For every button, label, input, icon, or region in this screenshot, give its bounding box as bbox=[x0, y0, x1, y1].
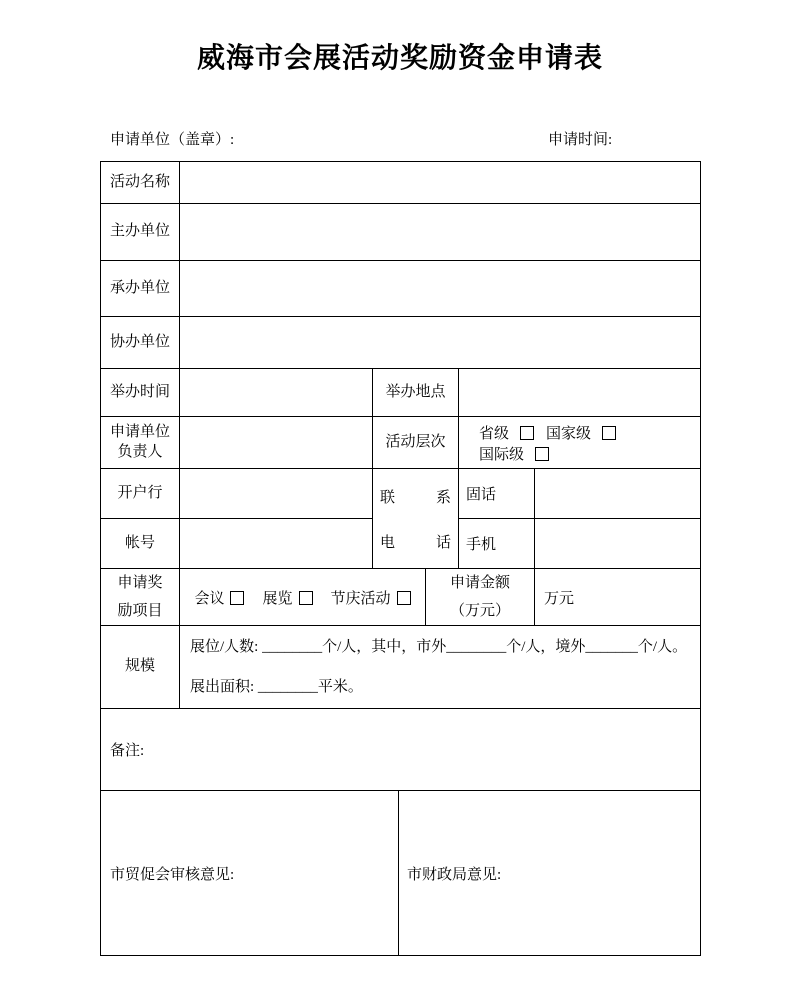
table-row bbox=[101, 709, 701, 791]
award-item-label-line2: 励项目 bbox=[117, 603, 163, 619]
level-option-national-label: 国家级 bbox=[546, 425, 592, 442]
bank-field[interactable] bbox=[180, 469, 373, 519]
applicant-leader-label bbox=[101, 417, 180, 469]
award-option-conference bbox=[194, 591, 244, 607]
account-label: 帐号 bbox=[101, 519, 180, 569]
page-title: 威海市会展活动奖励资金申请表 bbox=[196, 42, 603, 73]
contact-char: 联 bbox=[380, 489, 396, 506]
level-option-national bbox=[546, 426, 616, 442]
checkbox-international[interactable] bbox=[535, 447, 549, 461]
co-organizer-unit-field[interactable] bbox=[180, 317, 701, 369]
event-place-label: 举办地点 bbox=[373, 369, 459, 417]
award-item-label bbox=[101, 569, 180, 626]
trade-council-review-field[interactable] bbox=[101, 791, 399, 956]
table-row bbox=[101, 569, 701, 626]
applicant-unit-label: 申请单位（盖章）: bbox=[110, 132, 235, 148]
undertaker-unit-field[interactable] bbox=[180, 261, 701, 317]
event-time-field[interactable] bbox=[180, 369, 373, 417]
contact-char: 系 bbox=[435, 489, 451, 506]
contact-phone-label-line2 bbox=[378, 531, 453, 552]
amount-label-line2: （万元） bbox=[449, 603, 510, 619]
applicant-leader-label-line2: 负责人 bbox=[117, 443, 163, 460]
host-unit-field[interactable] bbox=[180, 204, 701, 261]
event-time-label: 举办时间 bbox=[101, 369, 180, 417]
activity-level-options bbox=[459, 417, 701, 469]
activity-name-label: 活动名称 bbox=[101, 162, 180, 204]
event-place-field[interactable] bbox=[459, 369, 701, 417]
host-unit-label: 主办单位 bbox=[101, 204, 180, 261]
co-organizer-unit-label: 协办单位 bbox=[101, 317, 180, 369]
finance-bureau-review-label: 市财政局意见: bbox=[407, 866, 502, 883]
level-option-international bbox=[479, 447, 549, 463]
mobile-label: 手机 bbox=[459, 519, 535, 569]
level-option-international-label: 国际级 bbox=[479, 446, 525, 463]
application-form-table bbox=[100, 161, 701, 956]
level-option-provincial bbox=[479, 426, 534, 442]
amount-label bbox=[426, 569, 535, 626]
amount-field[interactable] bbox=[535, 569, 701, 626]
award-item-label-line1: 申请奖 bbox=[117, 575, 163, 591]
checkbox-provincial[interactable] bbox=[520, 426, 534, 440]
activity-level-label: 活动层次 bbox=[373, 417, 459, 469]
table-row bbox=[101, 261, 701, 317]
scale-line-area: 展出面积: ________平米。 bbox=[190, 679, 363, 695]
activity-name-field[interactable] bbox=[180, 162, 701, 204]
undertaker-unit-label: 承办单位 bbox=[101, 261, 180, 317]
table-row bbox=[101, 417, 701, 469]
applicant-leader-label-line1: 申请单位 bbox=[109, 424, 170, 440]
landline-field[interactable] bbox=[535, 469, 701, 519]
table-row bbox=[101, 317, 701, 369]
scale-line-booths: 展位/人数: ________个/人，其中，市外________个/人，境外_______个/人。 bbox=[190, 639, 688, 655]
table-row bbox=[101, 469, 701, 519]
trade-council-review-label: 市贸促会审核意见: bbox=[110, 866, 235, 883]
scale-field[interactable] bbox=[180, 626, 701, 709]
checkbox-festival[interactable] bbox=[397, 591, 411, 605]
contact-phone-label bbox=[373, 469, 459, 569]
award-type-options bbox=[180, 569, 426, 626]
remark-label: 备注: bbox=[110, 743, 145, 759]
scale-label: 规模 bbox=[101, 626, 180, 709]
amount-unit-label: 万元 bbox=[544, 590, 575, 607]
application-date-label: 申请时间: bbox=[548, 132, 613, 148]
table-row bbox=[101, 162, 701, 204]
bank-label: 开户行 bbox=[101, 469, 180, 519]
level-option-provincial-label: 省级 bbox=[479, 425, 510, 442]
table-row bbox=[101, 791, 701, 956]
contact-phone-label-line1 bbox=[378, 486, 453, 507]
table-row bbox=[101, 626, 701, 709]
account-field[interactable] bbox=[180, 519, 373, 569]
award-option-festival-label: 节庆活动 bbox=[330, 590, 391, 607]
remark-field[interactable] bbox=[101, 709, 701, 791]
finance-bureau-review-field[interactable] bbox=[399, 791, 701, 956]
landline-label: 固话 bbox=[459, 469, 535, 519]
amount-label-line1: 申请金额 bbox=[449, 575, 510, 591]
award-option-festival bbox=[331, 591, 411, 607]
award-option-exhibition bbox=[262, 591, 312, 607]
contact-char: 话 bbox=[435, 534, 451, 551]
mobile-field[interactable] bbox=[535, 519, 701, 569]
contact-char: 电 bbox=[380, 534, 396, 551]
award-option-conference-label: 会议 bbox=[194, 590, 225, 607]
checkbox-conference[interactable] bbox=[230, 591, 244, 605]
table-row bbox=[101, 369, 701, 417]
award-option-exhibition-label: 展览 bbox=[262, 590, 293, 607]
table-row bbox=[101, 204, 701, 261]
checkbox-national[interactable] bbox=[602, 426, 616, 440]
applicant-leader-field[interactable] bbox=[180, 417, 373, 469]
checkbox-exhibition[interactable] bbox=[299, 591, 313, 605]
